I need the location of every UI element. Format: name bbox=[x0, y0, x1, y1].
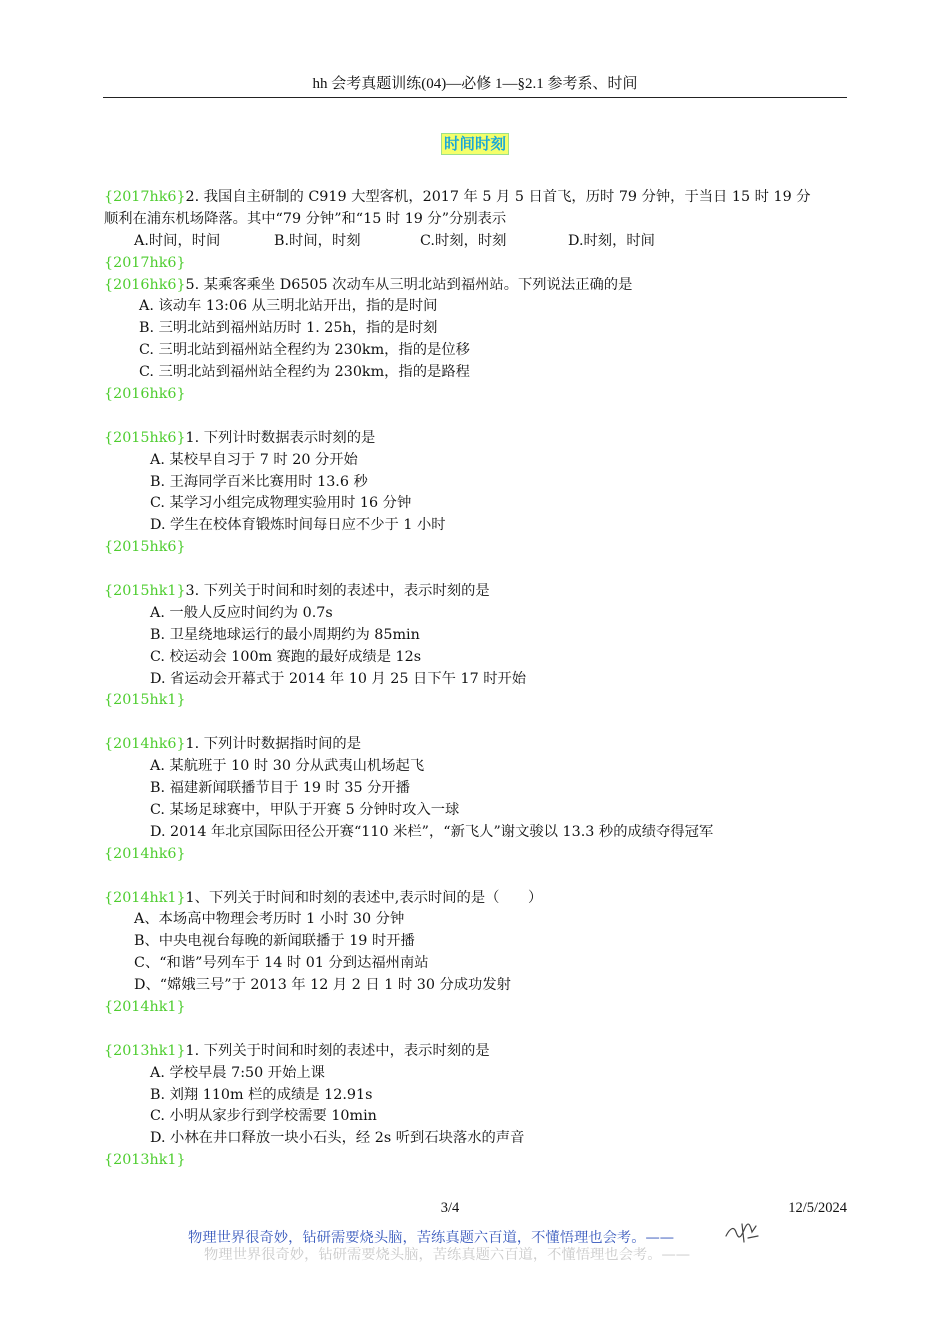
option-c: C、“和谐”号列车于 14 时 01 分到达福州南站 bbox=[134, 955, 429, 972]
spacer bbox=[104, 406, 854, 428]
choice-a: A.时间，时间 bbox=[134, 232, 221, 249]
option-a: A. 某航班于 10 时 30 分从武夷山机场起飞 bbox=[150, 758, 425, 775]
option-a: A. 该动车 13:06 从三明北站开出，指的是时间 bbox=[139, 298, 438, 315]
print-date: 12/5/2024 bbox=[788, 1200, 847, 1216]
page-header: hh 会考真题训练(04)—必修 1—§2.1 参考系、时间 bbox=[312, 76, 638, 92]
page-number: 3/4 bbox=[440, 1200, 460, 1216]
question-stem-text: 1、下列关于时间和时刻的表述中,表示时间的是（ ） bbox=[185, 889, 543, 906]
question-stem bbox=[104, 1041, 854, 1063]
question-stem bbox=[104, 187, 854, 209]
question-stem-continued: 顺利在浦东机场降落。其中“79 分钟”和“15 时 19 分”分别表示 bbox=[104, 210, 507, 227]
option-c: C. 三明北站到福州站全程约为 230km，指的是位移 bbox=[139, 342, 470, 359]
option-c: C. 某场足球赛中，甲队于开赛 5 分钟时攻入一球 bbox=[150, 801, 460, 818]
option-d: D、“嫦娥三号”于 2013 年 12 月 2 日 1 时 30 分成功发射 bbox=[134, 977, 511, 994]
section-title: 时间时刻 bbox=[441, 133, 509, 155]
spacer bbox=[104, 559, 854, 581]
option-b: B. 福建新闻联播节目于 19 时 35 分开播 bbox=[150, 780, 411, 797]
question-end-tag: {2016hk6} bbox=[104, 386, 186, 403]
question-stem bbox=[104, 428, 854, 450]
spacer bbox=[104, 866, 854, 888]
question-end-tag: {2014hk6} bbox=[104, 845, 186, 862]
option-b: B. 三明北站到福州站历时 1. 25h，指的是时刻 bbox=[139, 320, 438, 337]
question-tag: {2016hk6} bbox=[104, 276, 186, 293]
option-b: B、中央电视台每晚的新闻联播于 19 时开播 bbox=[134, 933, 415, 950]
question-tag: {2014hk6} bbox=[104, 736, 186, 753]
question-end-tag: {2017hk6} bbox=[104, 254, 186, 271]
question-end-tag: {2013hk1} bbox=[104, 1152, 186, 1169]
option-d: D. 省运动会开幕式于 2014 年 10 月 25 日下午 17 时开始 bbox=[150, 670, 527, 687]
option-a: A、本场高中物理会考历时 1 小时 30 分钟 bbox=[134, 911, 405, 928]
question-stem bbox=[104, 888, 854, 910]
choice-row bbox=[104, 231, 854, 253]
choice-d: D.时刻，时间 bbox=[568, 232, 655, 249]
option-c: C. 校运动会 100m 赛跑的最好成绩是 12s bbox=[150, 648, 422, 665]
question-stem bbox=[104, 275, 854, 297]
question-tag: {2017hk6} bbox=[104, 189, 186, 205]
question-end-tag: {2015hk6} bbox=[104, 539, 186, 556]
question-stem-text: 5. 某乘客乘坐 D6505 次动车从三明北站到福州站。下列说法正确的是 bbox=[185, 276, 633, 293]
question-stem bbox=[104, 734, 854, 756]
option-b: B. 王海同学百米比赛用时 13.6 秒 bbox=[150, 473, 368, 490]
choice-b: B.时间，时刻 bbox=[274, 232, 361, 249]
question-tag: {2015hk1} bbox=[104, 583, 186, 600]
option-c: C. 小明从家步行到学校需要 10min bbox=[150, 1108, 377, 1125]
choice-c: C.时刻，时刻 bbox=[420, 232, 507, 249]
spacer bbox=[104, 712, 854, 734]
option-a: A. 学校早晨 7:50 开始上课 bbox=[150, 1064, 325, 1081]
option-c-2: C. 三明北站到福州站全程约为 230km，指的是路程 bbox=[139, 364, 470, 381]
question-list bbox=[104, 187, 854, 1172]
option-d: D. 学生在校体育锻炼时间每日应不少于 1 小时 bbox=[150, 517, 446, 534]
option-a: A. 某校早自习于 7 时 20 分开始 bbox=[150, 451, 358, 468]
question-stem-text: 3. 下列关于时间和时刻的表述中，表示时刻的是 bbox=[185, 583, 490, 600]
option-b: B. 卫星绕地球运行的最小周期约为 85min bbox=[150, 626, 420, 643]
footer-motto-shadow: 物理世界很奇妙，钻研需要烧头脑，苦练真题六百道，不懂悟理也会考。—— bbox=[204, 1247, 691, 1263]
question-stem bbox=[104, 581, 854, 603]
question-tag: {2014hk1} bbox=[104, 889, 186, 906]
question-tag: {2015hk6} bbox=[104, 429, 186, 446]
option-c: C. 某学习小组完成物理实验用时 16 分钟 bbox=[150, 495, 412, 512]
question-stem-text: 2. 我国自主研制的 C919 大型客机，2017 年 5 月 5 日首飞，历时 79 分钟，于当日 15 时 19 分 bbox=[185, 189, 811, 205]
option-d: D. 2014 年北京国际田径公开赛“110 米栏”，“新飞人”谢文骏以 13.3 秒的成绩夺得冠军 bbox=[150, 823, 714, 840]
question-stem-text: 1. 下列计时数据指时间的是 bbox=[185, 736, 361, 753]
question-end-tag: {2015hk1} bbox=[104, 692, 186, 709]
header-rule bbox=[103, 97, 847, 98]
signature-icon bbox=[722, 1218, 762, 1248]
option-a: A. 一般人反应时间约为 0.7s bbox=[150, 604, 333, 621]
footer-motto: 物理世界很奇妙，钻研需要烧头脑，苦练真题六百道，不懂悟理也会考。—— bbox=[188, 1230, 675, 1246]
question-stem-text: 1. 下列关于时间和时刻的表述中，表示时刻的是 bbox=[185, 1042, 490, 1059]
option-d: D. 小林在井口释放一块小石头，经 2s 听到石块落水的声音 bbox=[150, 1130, 525, 1147]
spacer bbox=[104, 1019, 854, 1041]
question-end-tag: {2014hk1} bbox=[104, 998, 186, 1015]
question-stem-text: 1. 下列计时数据表示时刻的是 bbox=[185, 429, 376, 446]
option-b: B. 刘翔 110m 栏的成绩是 12.91s bbox=[150, 1086, 373, 1103]
question-tag: {2013hk1} bbox=[104, 1042, 186, 1059]
section-title-wrap bbox=[0, 133, 950, 155]
